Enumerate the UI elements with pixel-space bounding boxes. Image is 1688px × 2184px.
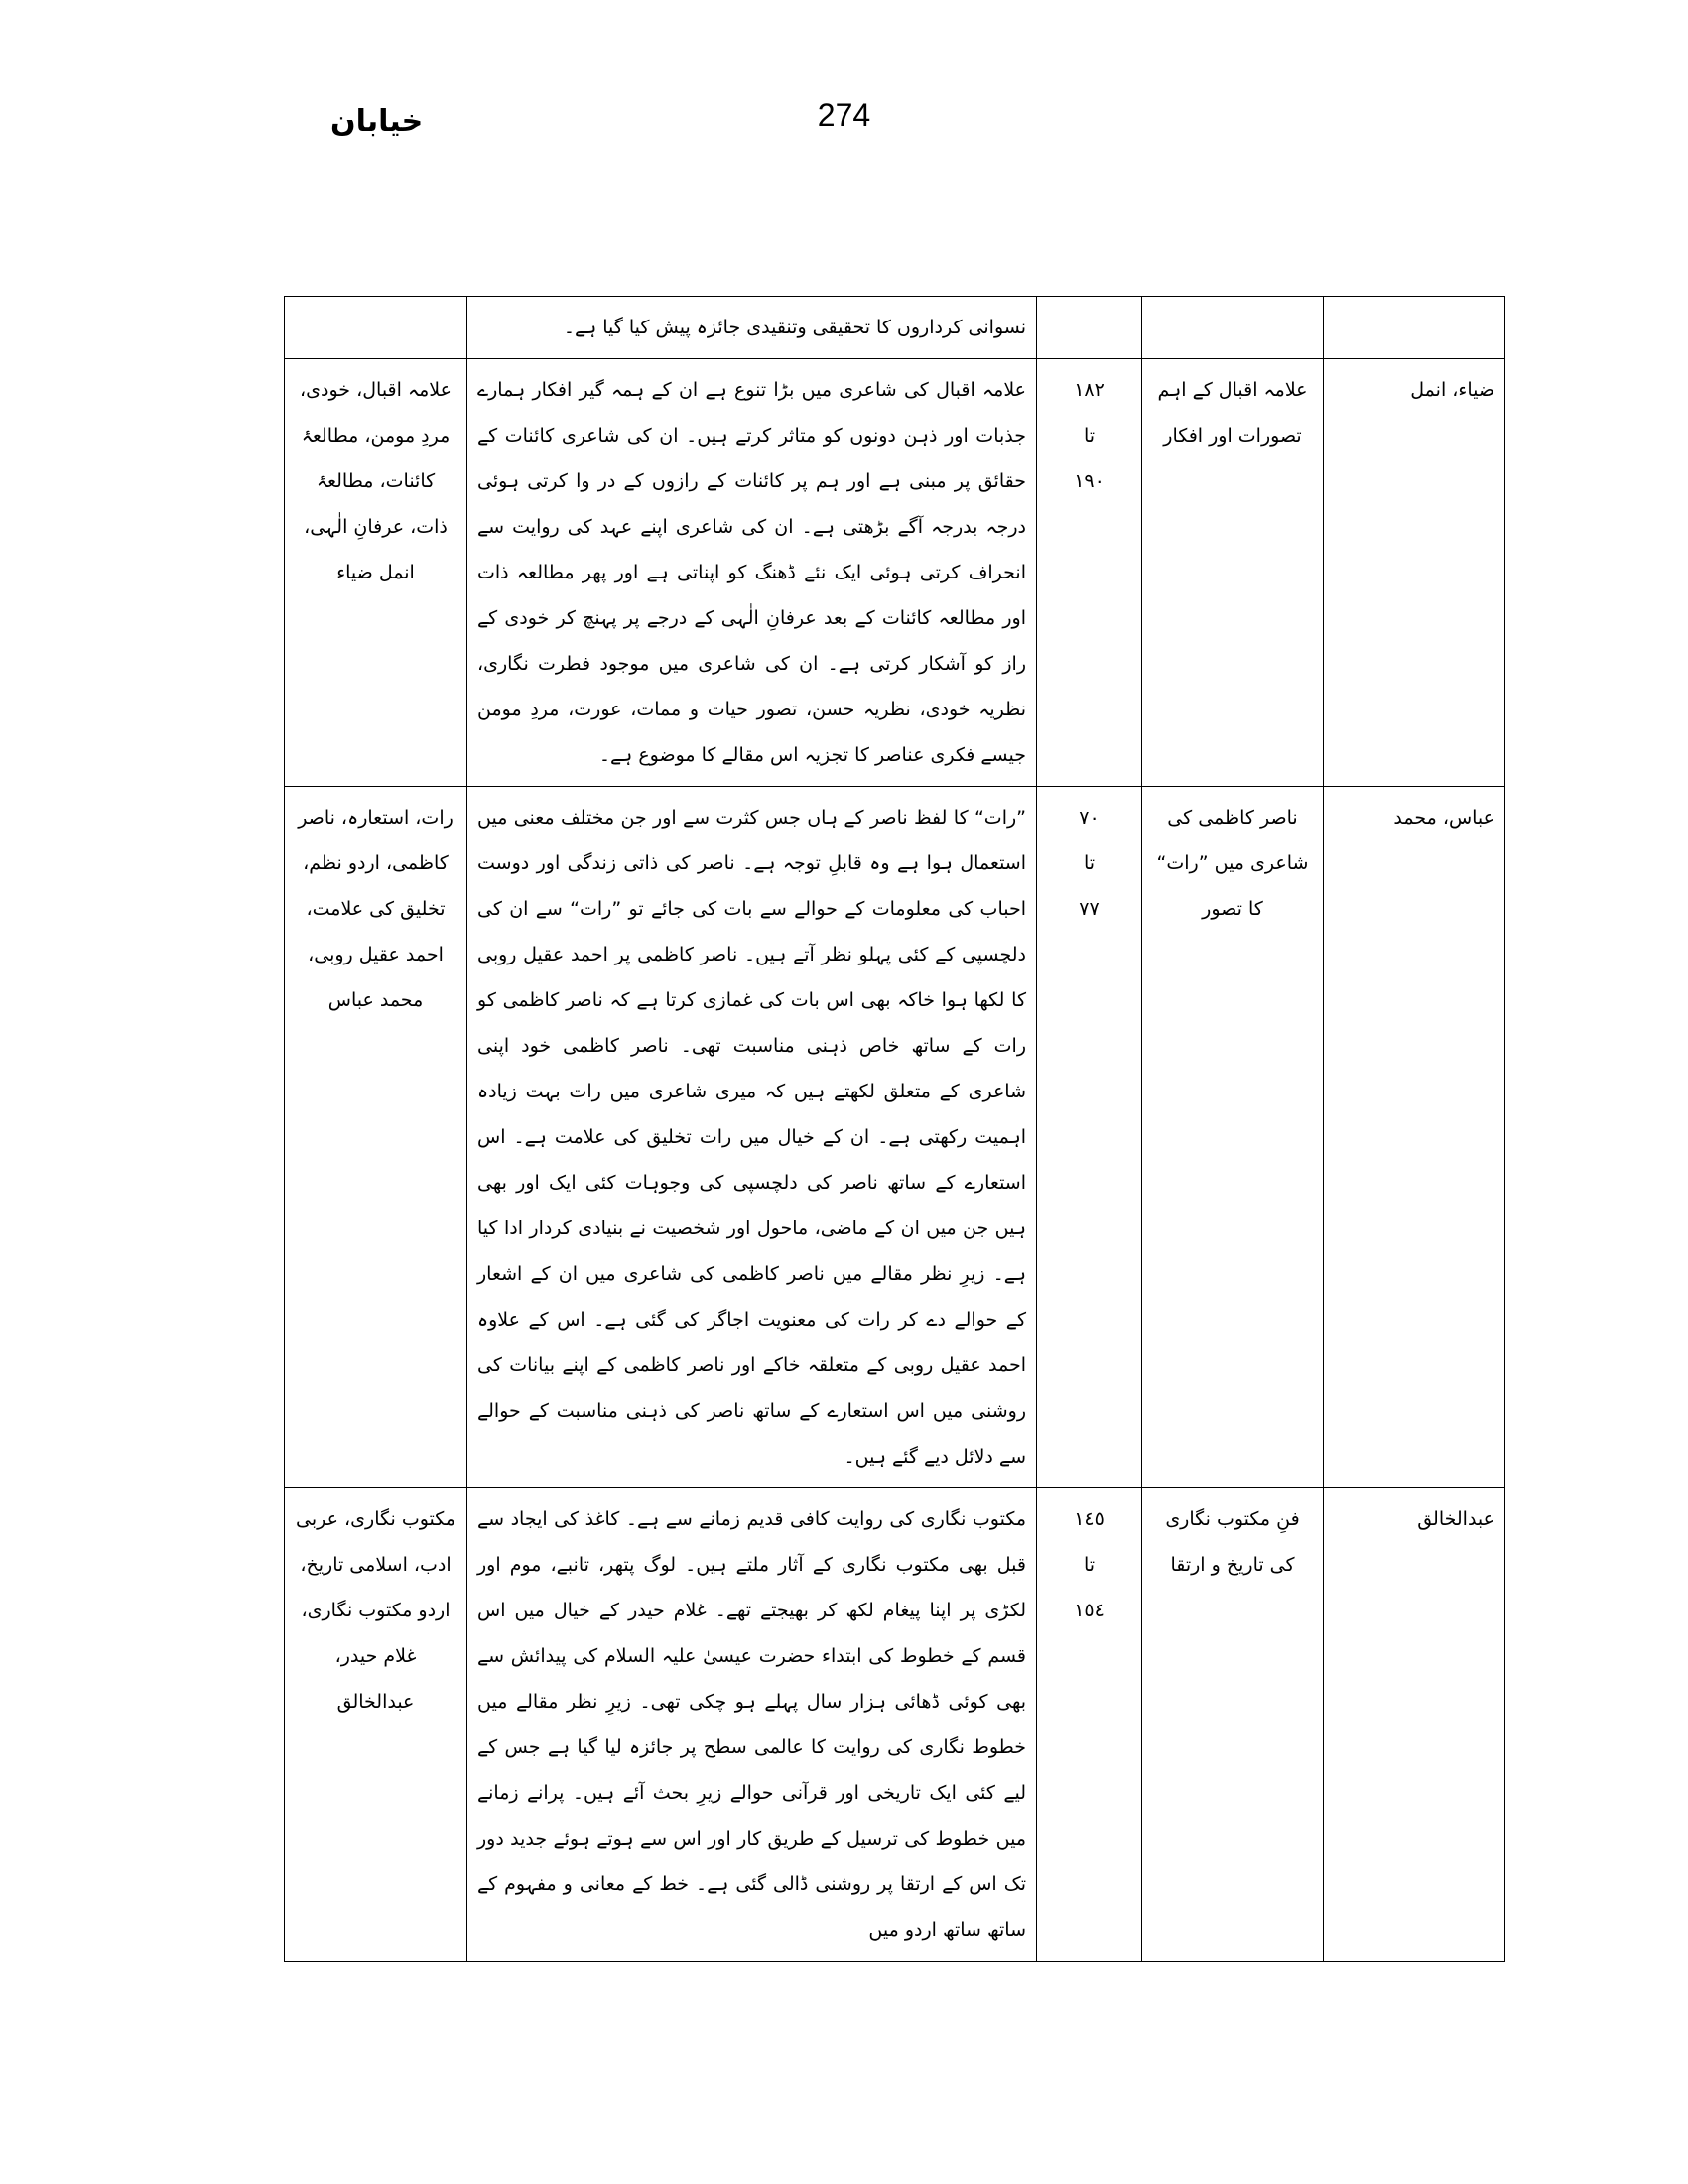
author-cell — [1324, 297, 1505, 359]
page-start: ١٨٢ — [1074, 379, 1104, 401]
article-index-table — [284, 296, 1505, 1962]
page-to: تا — [1083, 425, 1096, 447]
pages-cell — [1037, 359, 1142, 787]
table-row — [285, 297, 1505, 359]
keywords-cell: مکتوب نگاری، عربی ادب، اسلامی تاریخ، اردو مکتوب نگاری، غلام حیدر، عبدالخالق — [285, 1488, 467, 1962]
summary-cell: نسوانی کرداروں کا تحقیقی وتنقیدی جائزہ پیش کیا گیا ہے۔ — [467, 297, 1037, 359]
page-end: ٧٧ — [1079, 898, 1100, 920]
page-to: تا — [1083, 1554, 1096, 1576]
author-cell: ضیاء، انمل — [1324, 359, 1505, 787]
page-end: ١٩٠ — [1074, 470, 1104, 492]
keywords-cell: علامہ اقبال، خودی، مردِ مومن، مطالعۂ کائنات، مطالعۂ ذات، عرفانِ الٰہی، انمل ضیاء — [285, 359, 467, 787]
title-cell — [1142, 297, 1324, 359]
summary-cell: مکتوب نگاری کی روایت کافی قدیم زمانے سے ہے۔ کاغذ کی ایجاد سے قبل بھی مکتوب نگاری کے آثار ملتے ہیں۔ لوگ پتھر، تانبے، موم اور لکڑی پر اپنا پیغام لکھ کر بھیجتے تھے۔ غلام حیدر کے خیال میں اس قسم کے خطوط کی ابتداء حضرت عیسیٰ علیہ السلام کی پیدائش سے بھی کوئی ڈھائی ہزار سال پہلے ہو چکی تھی۔ زیرِ نظر مقالے میں خطوط نگاری کی روایت کا عالمی سطح پر جائزہ لیا گیا ہے جس کے لیے کئی ایک تاریخی اور قرآنی حوالے زیرِ بحث آئے ہیں۔ پرانے زمانے میں خطوط کی ترسیل کے طریق کار اور اس سے ہوتے ہوئے جدید دور تک اس کے ارتقا پر روشنی ڈالی گئی ہے۔ خط کے معانی و مفہوم کے ساتھ ساتھ اردو میں — [467, 1488, 1037, 1962]
title-cell: ناصر کاظمی کی شاعری میں ”رات“ کا تصور — [1142, 787, 1324, 1488]
keywords-cell: رات، استعارہ، ناصر کاظمی، اردو نظم، تخلیق کی علامت، احمد عقیل روبی، محمد عباس — [285, 787, 467, 1488]
table-row — [285, 787, 1505, 1488]
page-start: ١٤٥ — [1074, 1508, 1104, 1530]
summary-cell: ”رات“ کا لفظ ناصر کے ہاں جس کثرت سے اور جن مختلف معنی میں استعمال ہوا ہے وہ قابلِ توجہ ہے۔ ناصر کی ذاتی زندگی اور دوست احباب کی معلومات کے حوالے سے بات کی جائے تو ”رات“ سے ان کی دلچسپی کے کئی پہلو نظر آتے ہیں۔ ناصر کاظمی پر احمد عقیل روبی کا لکھا ہوا خاکہ بھی اس بات کی غمازی کرتا ہے کہ ناصر کاظمی کو رات کے ساتھ خاص ذہنی مناسبت تھی۔ ناصر کاظمی خود اپنی شاعری کے متعلق لکھتے ہیں کہ میری شاعری میں رات بہت زیادہ اہمیت رکھتی ہے۔ ان کے خیال میں رات تخلیق کی علامت ہے۔ اس استعارے کے ساتھ ناصر کی دلچسپی کی وجوہات کئی ایک اور بھی ہیں جن میں ان کے ماضی، ماحول اور شخصیت نے بنیادی کردار ادا کیا ہے۔ زیرِ نظر مقالے میں ناصر کاظمی کی شاعری میں ان کے اشعار کے حوالے دے کر رات کی معنویت اجاگر کی گئی ہے۔ اس کے علاوہ احمد عقیل روبی کے متعلقہ خاکے اور ناصر کاظمی کے اپنے بیانات کی روشنی میں اس استعارے کے ساتھ ناصر کی ذہنی مناسبت کے حوالے سے دلائل دیے گئے ہیں۔ — [467, 787, 1037, 1488]
author-cell: عبدالخالق — [1324, 1488, 1505, 1962]
author-cell: عباس، محمد — [1324, 787, 1505, 1488]
pages-cell — [1037, 297, 1142, 359]
page-number: 274 — [817, 97, 871, 133]
pages-cell — [1037, 787, 1142, 1488]
page-end: ١٥٤ — [1074, 1600, 1104, 1621]
pages-cell — [1037, 1488, 1142, 1962]
keywords-cell — [285, 297, 467, 359]
table-row — [285, 359, 1505, 787]
journal-title: خیابان — [330, 104, 424, 139]
page-to: تا — [1083, 852, 1096, 874]
title-cell: علامہ اقبال کے اہم تصورات اور افکار — [1142, 359, 1324, 787]
title-cell: فنِ مکتوب نگاری کی تاریخ و ارتقا — [1142, 1488, 1324, 1962]
page-start: ٧٠ — [1079, 807, 1100, 829]
table-row — [285, 1488, 1505, 1962]
summary-cell: علامہ اقبال کی شاعری میں بڑا تنوع ہے ان کے ہمہ گیر افکار ہمارے جذبات اور ذہن دونوں کو متاثر کرتے ہیں۔ ان کی شاعری کائنات کے حقائق پر مبنی ہے اور ہم پر کائنات کے رازوں کے در وا کرتی ہوئی درجہ بدرجہ آگے بڑھتی ہے۔ ان کی شاعری اپنے عہد کی روایت سے انحراف کرتی ہوئی ایک نئے ڈھنگ کو اپناتی ہے اور پھر مطالعہ ذات اور مطالعہ کائنات کے بعد عرفانِ الٰہی کے درجے پر پہنچ کر خودی کے راز کو آشکار کرتی ہے۔ ان کی شاعری میں موجود فطرت نگاری، نظریہ خودی، نظریہ حسن، تصور حیات و ممات، عورت، مردِ مومن جیسے فکری عناصر کا تجزیہ اس مقالے کا موضوع ہے۔ — [467, 359, 1037, 787]
